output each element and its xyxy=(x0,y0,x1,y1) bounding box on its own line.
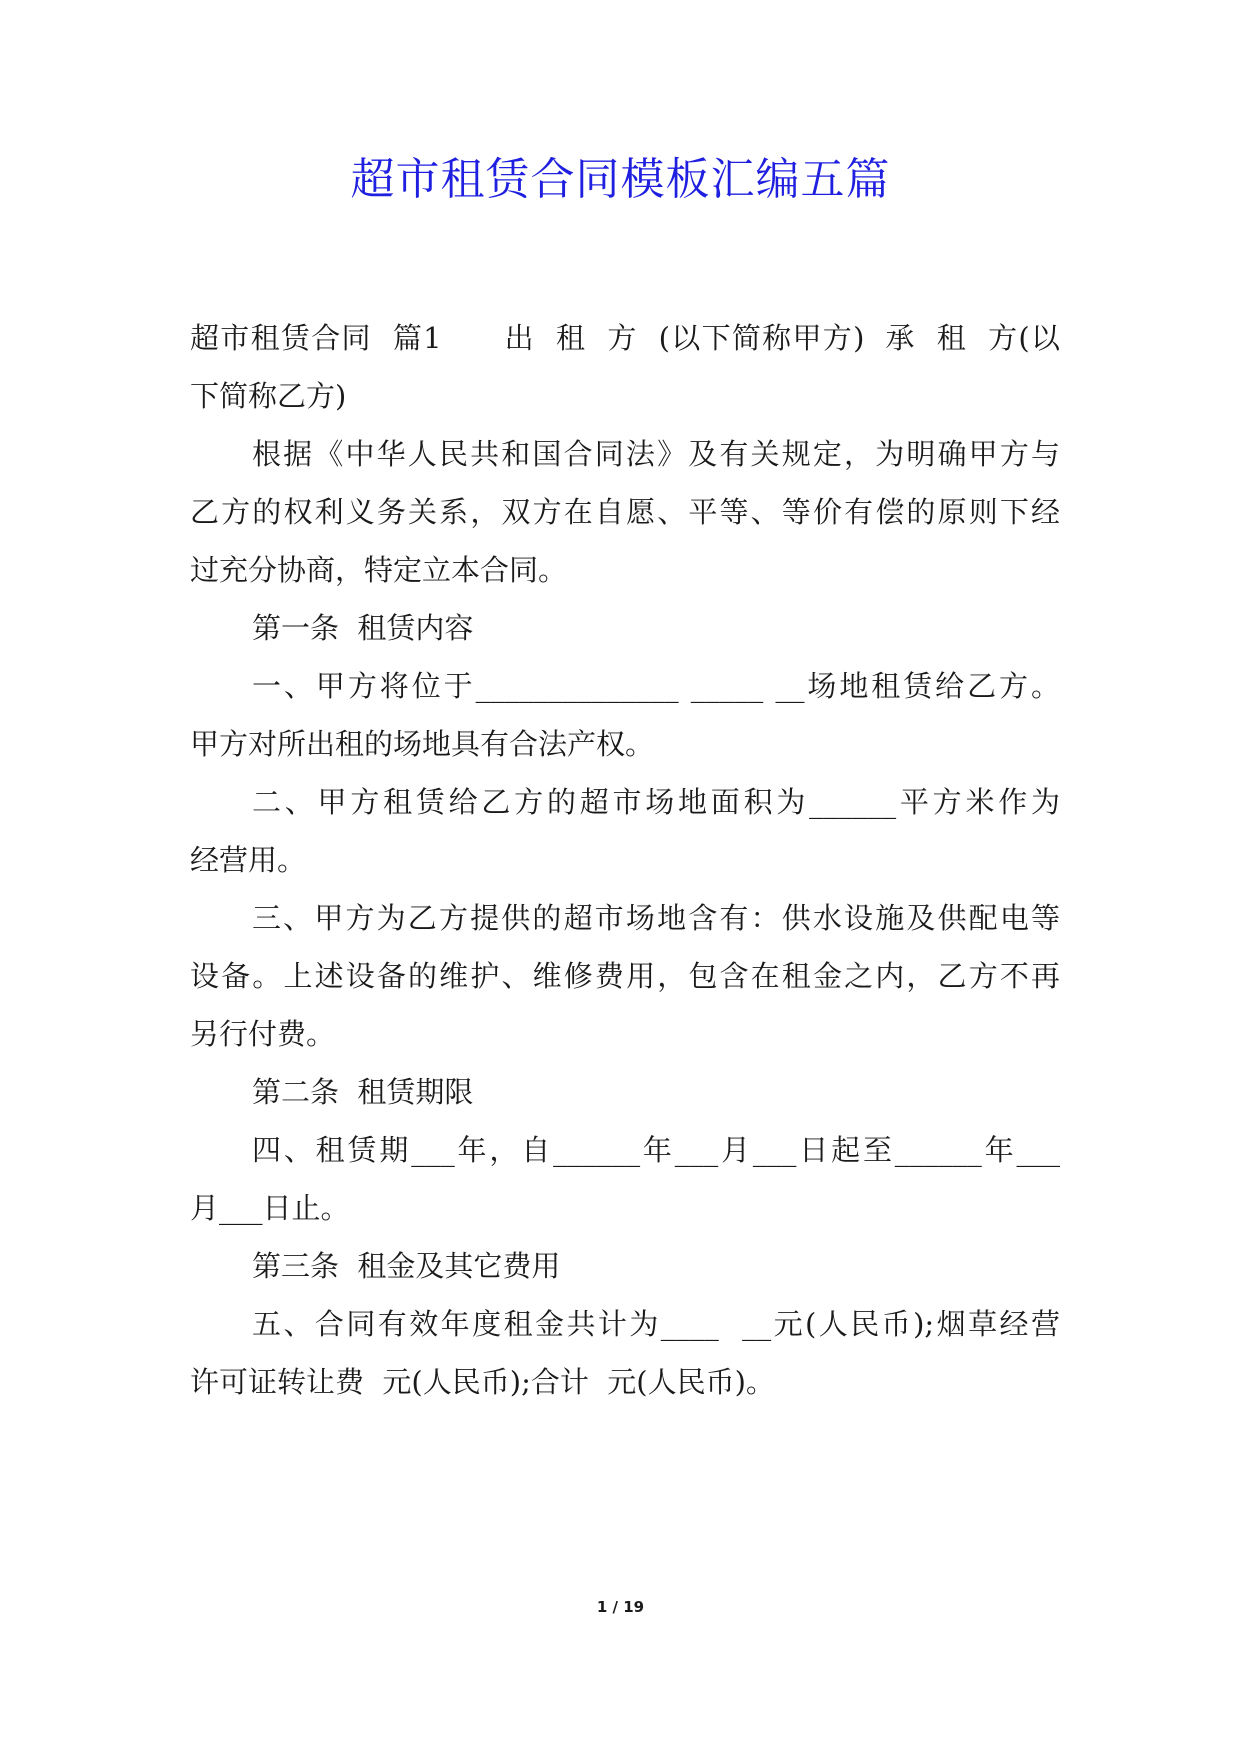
paragraph-line: 许可证转让费 元(人民币);合计 元(人民币)。 xyxy=(190,1365,775,1399)
document-title: 超市租赁合同模板汇编五篇 xyxy=(350,154,891,205)
section-heading: 第二条 租赁期限 xyxy=(252,1075,474,1109)
paragraph-line: 经营用。 xyxy=(190,843,307,877)
page-number: 1 / 19 xyxy=(596,1598,645,1616)
paragraph-line: 设备。上述设备的维护、维修费用，包含在租金之内，乙方不再 xyxy=(190,959,1060,993)
section-heading: 第一条 租赁内容 xyxy=(252,611,474,645)
section-heading: 第三条 租金及其它费用 xyxy=(252,1249,561,1283)
paragraph-line: 另行付费。 xyxy=(190,1017,336,1051)
paragraph-line: 过充分协商，特定立本合同。 xyxy=(190,553,568,587)
paragraph-line: 乙方的权利义务关系，双方在自愿、平等、等价有偿的原则下经 xyxy=(190,495,1060,529)
paragraph-line: 甲方对所出租的场地具有合法产权。 xyxy=(190,727,655,761)
paragraph-line: 四、租赁期___年，自______年___月___日起至______年___ xyxy=(252,1133,1060,1167)
paragraph-line: 超市租赁合同 篇1 出 租 方 (以下简称甲方) 承 租 方(以 xyxy=(190,321,1060,355)
paragraph-line: 月___日止。 xyxy=(190,1191,350,1225)
paragraph-line: 五、合同有效年度租金共计为____ __元(人民币);烟草经营 xyxy=(252,1307,1060,1341)
paragraph-line: 三、甲方为乙方提供的超市场地含有：供水设施及供配电等 xyxy=(252,901,1060,935)
paragraph-line: 一、甲方将位于______________ _____ __场地租赁给乙方。 xyxy=(252,669,1060,703)
paragraph-line: 根据《中华人民共和国合同法》及有关规定，为明确甲方与 xyxy=(252,437,1060,471)
paragraph-line: 二、甲方租赁给乙方的超市场地面积为______平方米作为 xyxy=(252,785,1060,819)
paragraph-line: 下简称乙方) xyxy=(190,379,347,413)
